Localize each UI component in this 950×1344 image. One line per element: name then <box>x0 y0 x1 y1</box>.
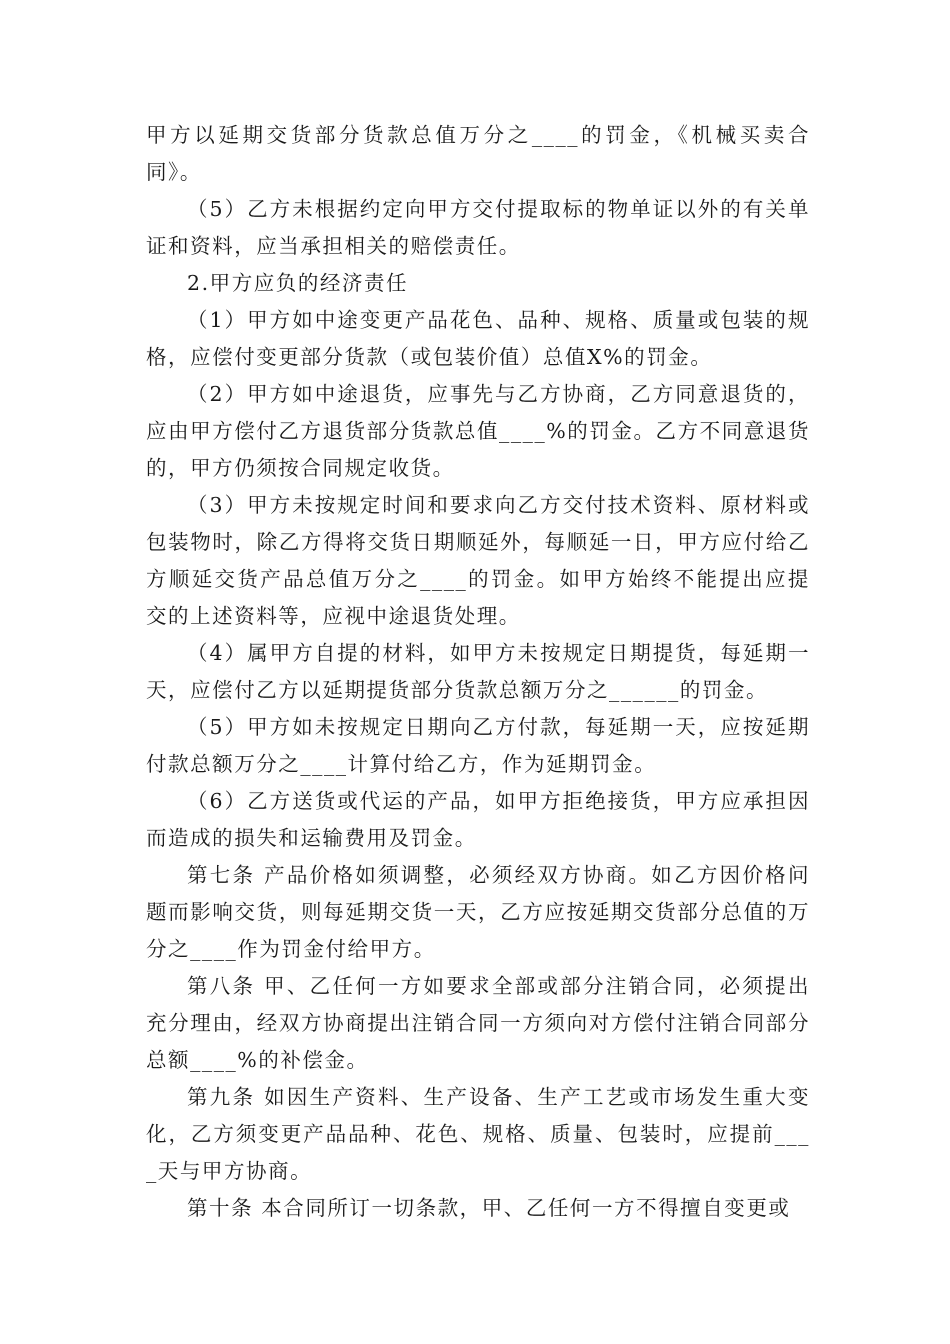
paragraph: （6）乙方送货或代运的产品，如甲方拒绝接货，甲方应承担因而造成的损失和运输费用及罚金。 <box>146 789 810 850</box>
paragraph: （4）属甲方自提的材料，如甲方未按规定日期提货，每延期一天，应偿付乙方以延期提货部分货款总额万分之______的罚金。 <box>146 641 810 702</box>
paragraph: 甲方以延期交货部分货款总值万分之____的罚金，《机械买卖合同》。 <box>146 123 810 184</box>
paragraph: （2）甲方如中途退货，应事先与乙方协商，乙方同意退货的，应由甲方偿付乙方退货部分货款总值____%的罚金。乙方不同意退货的，甲方仍须按合同规定收货。 <box>146 382 810 480</box>
paragraph: 第八条 甲、乙任何一方如要求全部或部分注销合同，必须提出充分理由，经双方协商提出注销合同一方须向对方偿付注销合同部分总额____%的补偿金。 <box>146 974 810 1072</box>
paragraph: 第十条 本合同所订一切条款，甲、乙任何一方不得擅自变更或 <box>187 1196 791 1220</box>
paragraph: （3）甲方未按规定时间和要求向乙方交付技术资料、原材料或包装物时，除乙方得将交货日期顺延外，每顺延一日，甲方应付给乙方顺延交货产品总值万分之____的罚金。如甲方始终不能提出应提交的上述资料等，应视中途退货处理。 <box>146 493 810 628</box>
paragraph: 2.甲方应负的经济责任 <box>187 271 409 295</box>
paragraph: 第九条 如因生产资料、生产设备、生产工艺或市场发生重大变化，乙方须变更产品品种、花色、规格、质量、包装时，应提前____天与甲方协商。 <box>146 1085 810 1183</box>
paragraph: （5）甲方如未按规定日期向乙方付款，每延期一天，应按延期付款总额万分之____计算付给乙方，作为延期罚金。 <box>146 715 810 776</box>
paragraph: 第七条 产品价格如须调整，必须经双方协商。如乙方因价格问题而影响交货，则每延期交货一天，乙方应按延期交货部分总值的万分之____作为罚金付给甲方。 <box>146 863 810 961</box>
paragraph: （1）甲方如中途变更产品花色、品种、规格、质量或包装的规格，应偿付变更部分货款（或包装价值）总值X%的罚金。 <box>146 308 810 369</box>
paragraph: （5）乙方未根据约定向甲方交付提取标的物单证以外的有关单证和资料，应当承担相关的赔偿责任。 <box>146 197 810 258</box>
document-body <box>146 117 810 1227</box>
